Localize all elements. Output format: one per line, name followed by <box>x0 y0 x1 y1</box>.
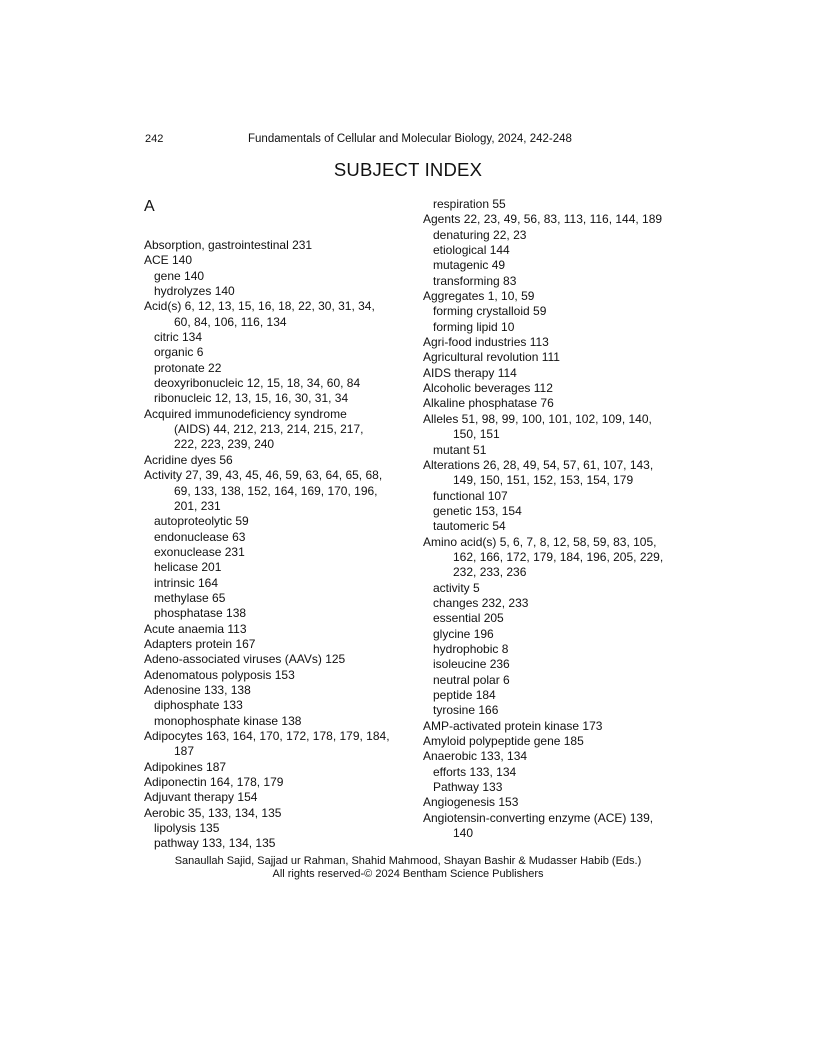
index-subentry <box>423 581 693 596</box>
index-entry-text: forming lipid 10 <box>433 319 515 334</box>
footer-rights: All rights reserved-© 2024 Bentham Science Publishers <box>272 868 544 880</box>
index-subentry <box>423 596 693 611</box>
index-entry-text: autoproteolytic 59 <box>154 514 249 529</box>
index-entry <box>144 253 406 268</box>
index-entry-text: transforming 83 <box>433 273 517 288</box>
index-subentry <box>144 606 406 621</box>
index-subentry <box>144 514 406 529</box>
page-number: 242 <box>145 133 164 145</box>
index-subentry <box>423 688 693 703</box>
index-entry-continuation: 162, 166, 172, 179, 184, 196, 205, 229, <box>453 549 664 564</box>
index-subentry <box>423 703 693 718</box>
index-entry-text: denaturing 22, 23 <box>433 227 527 242</box>
index-entry-text: Acridine dyes 56 <box>144 452 233 467</box>
index-entry-text: intrinsic 164 <box>154 575 219 590</box>
index-entry-text: Angiotensin-converting enzyme (ACE) 139, <box>423 810 654 825</box>
index-entry-text: mutagenic 49 <box>433 258 506 273</box>
index-entry-text: Alkaline phosphatase 76 <box>423 396 554 411</box>
index-entry-continuation: (AIDS) 44, 212, 213, 214, 215, 217, <box>174 422 364 437</box>
index-entry-text: deoxyribonucleic 12, 15, 18, 34, 60, 84 <box>154 376 361 391</box>
index-entry-text: respiration 55 <box>433 197 506 211</box>
index-entry-text: mutant 51 <box>433 442 487 457</box>
index-entry <box>144 652 406 667</box>
index-subentry <box>423 304 693 319</box>
index-entry-text: Absorption, gastrointestinal 231 <box>144 238 313 252</box>
index-subentry <box>423 228 693 243</box>
index-subentry <box>144 284 406 299</box>
index-entry-text: Adipokines 187 <box>144 759 227 774</box>
index-entry-text: Agents 22, 23, 49, 56, 83, 113, 116, 144, 189 <box>423 212 663 227</box>
index-entry-text: Aggregates 1, 10, 59 <box>423 289 535 304</box>
index-entry-text: Activity 27, 39, 43, 45, 46, 59, 63, 64, 65, 68, <box>144 468 383 483</box>
index-entry-text: protonate 22 <box>154 360 222 375</box>
index-subentry <box>144 330 406 345</box>
index-subentry <box>144 376 406 391</box>
index-entry <box>423 366 693 381</box>
index-entry-text: Aerobic 35, 133, 134, 135 <box>144 805 282 820</box>
index-entry-text: changes 232, 233 <box>433 595 529 610</box>
index-entry <box>144 622 406 637</box>
index-entry-text: activity 5 <box>433 580 480 595</box>
index-entry-text: functional 107 <box>433 488 508 503</box>
index-entry <box>144 806 406 821</box>
index-entry-text: isoleucine 236 <box>433 657 510 672</box>
index-subentry <box>423 627 693 642</box>
index-entry <box>144 790 406 805</box>
index-entry <box>144 668 406 683</box>
index-column-right <box>423 197 693 841</box>
index-entry-text: Adiponectin 164, 178, 179 <box>144 775 284 790</box>
index-entry <box>423 335 693 350</box>
index-entry-text: Acid(s) 6, 12, 13, 15, 16, 18, 22, 30, 31, 34, <box>144 299 375 314</box>
index-subentry <box>144 576 406 591</box>
index-entry-text: Adeno-associated viruses (AAVs) 125 <box>144 652 346 667</box>
index-entry-text: Amyloid polypeptide gene 185 <box>423 734 584 749</box>
index-entry-text: hydrophobic 8 <box>433 641 509 656</box>
index-subentry <box>423 443 693 458</box>
index-entry-text: organic 6 <box>154 345 204 360</box>
index-entry <box>144 760 406 775</box>
index-entry-continuation: 69, 133, 138, 152, 164, 169, 170, 196, <box>174 483 378 498</box>
index-subentry <box>423 258 693 273</box>
index-subentry <box>144 391 406 406</box>
index-entry-text: genetic 153, 154 <box>433 503 522 518</box>
index-entry-text: Acquired immunodeficiency syndrome <box>144 406 347 421</box>
index-subentry <box>423 197 693 212</box>
running-head: Fundamentals of Cellular and Molecular Biology, 2024, 242-248 <box>248 133 572 145</box>
index-subentry <box>144 361 406 376</box>
index-entry <box>423 212 693 227</box>
index-entry-text: endonuclease 63 <box>154 529 246 544</box>
index-entry <box>423 795 693 810</box>
index-subentry <box>423 657 693 672</box>
index-entry-text: diphosphate 133 <box>154 698 243 713</box>
index-entry-text: Alterations 26, 28, 49, 54, 57, 61, 107, 143, <box>423 457 654 472</box>
index-entry-text: pathway 133, 134, 135 <box>154 836 276 851</box>
index-entry-text: helicase 201 <box>154 560 222 575</box>
index-entry <box>144 407 406 453</box>
index-entry-text: Pathway 133 <box>433 780 503 795</box>
index-subentry <box>144 545 406 560</box>
index-entry-continuation: 201, 231 <box>174 498 221 513</box>
index-subentry <box>144 530 406 545</box>
index-subentry <box>423 765 693 780</box>
index-entry-continuation: 232, 233, 236 <box>453 565 527 580</box>
index-entry-continuation: 150, 151 <box>453 427 500 442</box>
index-entry-continuation: 222, 223, 239, 240 <box>174 437 275 452</box>
index-entry-text: monophosphate kinase 138 <box>154 713 302 728</box>
index-entry-text: peptide 184 <box>433 688 496 702</box>
index-entry <box>423 535 693 581</box>
index-entry-text: forming crystalloid 59 <box>433 304 547 319</box>
index-entry <box>144 775 406 790</box>
footer-editors: Sanaullah Sajid, Sajjad ur Rahman, Shahid Mahmood, Shayan Bashir & Mudasser Habib (Eds.) <box>174 855 642 867</box>
index-subentry <box>423 780 693 795</box>
index-entry-text: Adapters protein 167 <box>144 636 256 651</box>
index-entry-text: Anaerobic 133, 134 <box>423 749 528 764</box>
index-entry <box>144 453 406 468</box>
index-entry-text: Alcoholic beverages 112 <box>423 381 553 396</box>
index-entry-text: Adipocytes 163, 164, 170, 172, 178, 179, 184, <box>144 729 390 743</box>
index-entry-text: Adenosine 133, 138 <box>144 682 251 697</box>
index-entry <box>423 350 693 365</box>
index-subentry <box>144 345 406 360</box>
index-subentry <box>144 836 406 851</box>
index-entry <box>423 749 693 764</box>
index-entry-text: Adenomatous polyposis 153 <box>144 667 295 682</box>
index-entry-text: efforts 133, 134 <box>433 764 517 779</box>
index-entry-continuation: 187 <box>174 744 195 759</box>
index-entry-text: methylase 65 <box>154 590 226 605</box>
index-entry <box>423 734 693 749</box>
index-entry <box>423 381 693 396</box>
index-subentry <box>144 591 406 606</box>
index-subentry <box>144 269 406 284</box>
index-entry-text: Adjuvant therapy 154 <box>144 790 258 805</box>
index-entry-text: Amino acid(s) 5, 6, 7, 8, 12, 58, 59, 83, 105, <box>423 534 657 549</box>
index-entry <box>423 396 693 411</box>
index-subentry <box>144 714 406 729</box>
index-subentry <box>423 489 693 504</box>
index-entry-text: citric 134 <box>154 330 203 345</box>
index-entry-text: phosphatase 138 <box>154 606 247 621</box>
index-entry <box>423 412 693 443</box>
section-letter: A <box>144 198 155 215</box>
index-subentry <box>144 560 406 575</box>
index-subentry <box>423 519 693 534</box>
index-entry <box>423 811 693 842</box>
index-entry <box>144 299 406 330</box>
index-entry <box>144 729 406 760</box>
index-entry-text: exonuclease 231 <box>154 544 245 559</box>
page-title: SUBJECT INDEX <box>333 159 483 180</box>
index-entry-text: tyrosine 166 <box>433 703 499 718</box>
index-entry-continuation: 60, 84, 106, 116, 134 <box>174 314 287 329</box>
index-entry <box>423 719 693 734</box>
index-entry-continuation: 140 <box>453 826 474 841</box>
index-entry-text: Acute anaemia 113 <box>144 621 247 636</box>
index-subentry <box>144 821 406 836</box>
index-entry-text: ribonucleic 12, 13, 15, 16, 30, 31, 34 <box>154 391 349 406</box>
index-entry-text: Alleles 51, 98, 99, 100, 101, 102, 109, 140, <box>423 411 652 426</box>
index-subentry <box>144 698 406 713</box>
index-entry-text: tautomeric 54 <box>433 519 506 534</box>
index-subentry <box>423 673 693 688</box>
index-entry-text: lipolysis 135 <box>154 821 220 836</box>
index-entry-text: gene 140 <box>154 268 205 283</box>
index-column-left <box>144 197 406 852</box>
index-entry-text: AMP-activated protein kinase 173 <box>423 718 603 733</box>
index-entry-text: ACE 140 <box>144 253 193 268</box>
index-entry-continuation: 149, 150, 151, 152, 153, 154, 179 <box>453 473 634 488</box>
index-entry-text: Agricultural revolution 111 <box>423 350 560 365</box>
index-subentry <box>423 320 693 335</box>
index-subentry <box>423 504 693 519</box>
index-entry <box>144 468 406 514</box>
index-entry-text: hydrolyzes 140 <box>154 284 235 299</box>
index-entry <box>144 637 406 652</box>
index-entry-text: etiological 144 <box>433 243 510 258</box>
index-entry-text: Angiogenesis 153 <box>423 795 519 810</box>
index-entry-text: glycine 196 <box>433 626 494 641</box>
index-entry-text: Agri-food industries 113 <box>423 335 549 350</box>
index-entry <box>144 238 406 253</box>
index-entry-text: AIDS therapy 114 <box>423 365 517 380</box>
index-entry <box>144 683 406 698</box>
index-entry <box>423 289 693 304</box>
index-entry-text: neutral polar 6 <box>433 672 510 687</box>
index-subentry <box>423 642 693 657</box>
index-entry <box>423 458 693 489</box>
index-entry-text: essential 205 <box>433 611 504 626</box>
index-subentry <box>423 243 693 258</box>
index-subentry <box>423 274 693 289</box>
index-subentry <box>423 611 693 626</box>
